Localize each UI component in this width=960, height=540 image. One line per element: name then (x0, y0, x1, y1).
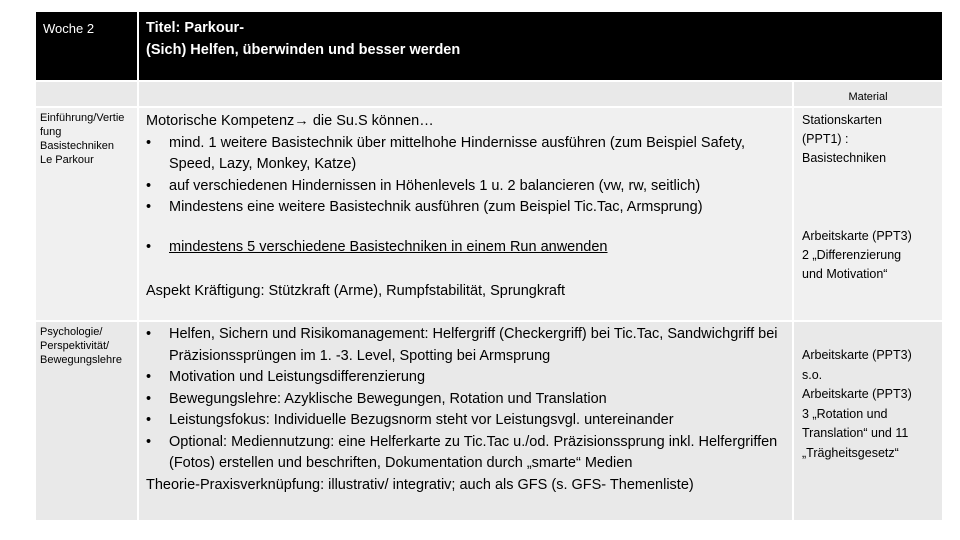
section1-content-cell (139, 108, 792, 320)
list-item: • Mindestens eine weitere Basistechnik ausführen (zum Beispiel Tic.Tac, Armsprung) (146, 197, 785, 219)
material-header: Material (848, 91, 888, 103)
section1-label-cell (36, 108, 137, 320)
title-cell (139, 12, 942, 80)
list-item: • Motivation und Leistungsdifferenzierung (146, 367, 785, 389)
underlined-bullet: mindestens 5 verschiedene Basistechniken in einem Run anwenden (169, 238, 608, 255)
material-1-line: (PPT1) : (802, 132, 849, 146)
competence-suffix: die Su.S können… (308, 113, 434, 129)
section2-content-cell (139, 322, 792, 520)
material-1-line: Stationskarten (802, 113, 882, 127)
material-3-line: 3 „Rotation und (802, 406, 888, 421)
list-item: • Bewegungslehre: Azyklische Bewegungen, Rotation und Translation (146, 389, 785, 411)
competence-prefix: Motorische Kompetenz (146, 113, 295, 129)
material-3-line: „Trägheitsgesetz“ (802, 445, 899, 460)
material-2-line: 2 „Differenzierung (802, 248, 902, 262)
material-3-line: Translation“ und 11 (802, 426, 909, 440)
material-3 (802, 346, 934, 463)
section2-label-cell (36, 322, 137, 520)
list-item: • auf verschiedenen Hindernissen in Höhenlevels 1 u. 2 balancieren (vw, rw, seitlich) (146, 176, 785, 198)
material-3-line: Arbeitskarte (PPT3) (802, 387, 912, 401)
competence-line (146, 111, 785, 133)
week-cell (36, 12, 137, 80)
section2-label-line: Bewegungslehre (40, 354, 122, 366)
material-3-line: s.o. (802, 367, 823, 382)
section1-label-line: Basistechniken (40, 140, 114, 152)
section1-bullets-2 (146, 237, 785, 259)
section1-label-line: Einführung/Vertie (40, 112, 125, 124)
section1-label-line: Le Parkour (40, 154, 94, 166)
section1-material-cell (794, 108, 942, 320)
section1-label-line: fung (40, 126, 62, 138)
section2-label-line: Perspektivität/ (40, 340, 110, 352)
list-item: • Leistungsfokus: Individuelle Bezugsnorm steht vor Leistungsvgl. untereinander (146, 410, 785, 432)
material-2-line: und Motivation“ (802, 267, 888, 281)
list-item: • Helfen, Sichern und Risikomanagement: Helfergriff (Checkergriff) bei Tic.Tac, Sandwichgriff bei Präzisionssprüngen im 1. -3. Level, Spotting bei Armsprung (146, 324, 785, 367)
blank-header-left (36, 82, 137, 106)
section2-material-cell (794, 322, 942, 520)
material-2-line: Arbeitskarte (PPT3) (802, 229, 912, 243)
list-item (146, 237, 785, 259)
section2-bullets (146, 324, 785, 475)
title-line-2: (Sich) Helfen, überwinden und besser werden (146, 41, 461, 58)
material-1 (802, 111, 934, 168)
aspect-line: Aspekt Kräftigung: Stützkraft (Arme), Rumpfstabilität, Sprungkraft (146, 283, 566, 299)
theory-line: Theorie-Praxisverknüpfung: illustrativ/ integrativ; auch als GFS (s. GFS- Themenliste) (146, 476, 694, 493)
arrow-right-icon: → (294, 113, 309, 129)
blank-header-mid (139, 82, 792, 106)
list-item: • mind. 1 weitere Basistechnik über mittelhohe Hindernisse ausführen (zum Beispiel Safety, Speed, Lazy, Monkey, Katze) (146, 133, 785, 176)
material-header-cell (794, 82, 942, 106)
section1-bullets (146, 133, 785, 219)
section2-label-line: Psychologie/ (40, 326, 103, 338)
title-line-1: Titel: Parkour- (146, 20, 245, 36)
material-2 (802, 227, 934, 284)
material-3-line: Arbeitskarte (PPT3) (802, 348, 912, 362)
list-item: • Optional: Mediennutzung: eine Helferkarte zu Tic.Tac u./od. Präzisionssprung inkl. Helfergriffen (Fotos) erstellen und beschriften, Dokumentation durch „smarte“ Medien (146, 432, 785, 475)
material-1-line: Basistechniken (802, 151, 887, 165)
week-label: Woche 2 (43, 21, 95, 36)
